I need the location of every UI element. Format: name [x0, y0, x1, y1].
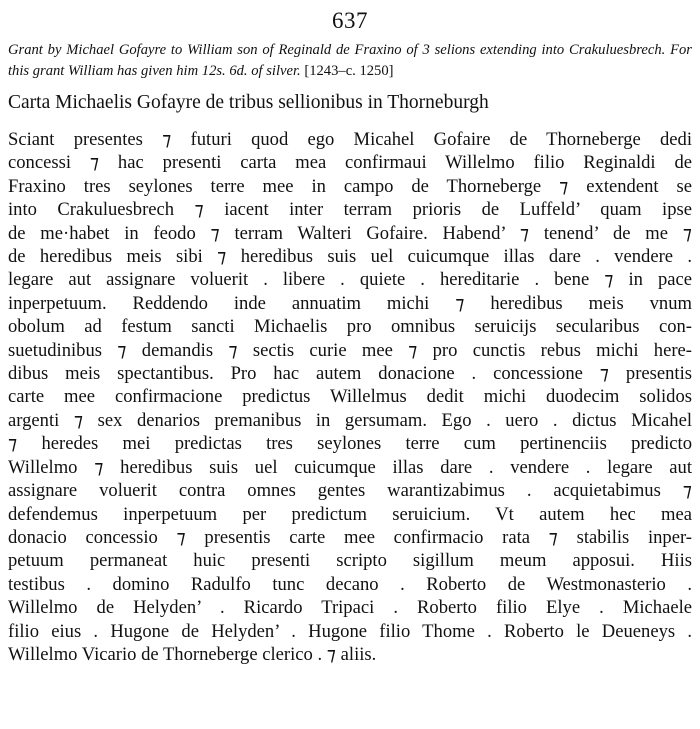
charter-line: testibus . domino Radulfo tunc decano . Roberto de Westmonasterio .: [8, 573, 692, 595]
charter-line: Fraxino tres seylones terre mee in campo de Thorneberge ⁊ extendent se: [8, 175, 692, 197]
charter-line: defendemus inperpetuum per predictum seruicium. Vt autem hec mea: [8, 503, 692, 525]
charter-line: Willelmo Vicario de Thorneberge clerico . ⁊ aliis.: [8, 643, 377, 665]
summary-text: Grant by Michael Gofayre to William son of Reginald de Fraxino of 3 selions extending into Crakuluesbrech. For this grant William has given him 12s. 6d. of silver.: [8, 42, 692, 79]
page-number: 637: [332, 8, 368, 33]
charter-line: dibus meis spectantibus. Pro hac autem donacione . concessione ⁊ presentis: [8, 363, 692, 385]
charter-date: [1243–c. 1250]: [304, 63, 394, 79]
charter-text: [8, 128, 692, 666]
charter-line: Willelmo ⁊ heredibus suis uel cuicumque illas dare . vendere . legare aut: [8, 456, 692, 478]
charter-line: filio eius . Hugone de Helyden’ . Hugone filio Thome . Roberto le Deueneys .: [8, 620, 692, 642]
charter-line: concessi ⁊ hac presenti carta mea confirmaui Willelmo filio Reginaldi de: [8, 152, 692, 174]
charter-line: assignare voluerit contra omnes gentes warantizabimus . acquietabimus ⁊: [8, 480, 692, 502]
charter-line: argenti ⁊ sex denarios premanibus in gersumam. Ego . uero . dictus Micahel: [8, 409, 692, 431]
charter-line: carte mee confirmacione predictus Willelmus dedit michi duodecim solidos: [8, 386, 692, 408]
charter-line: legare aut assignare voluerit . libere . quiete . hereditarie . bene ⁊ in pace: [8, 269, 692, 291]
charter-line: Sciant presentes ⁊ futuri quod ego Micahel Gofaire de Thorneberge dedi: [8, 129, 692, 150]
charter-line: de me·habet in feodo ⁊ terram Walteri Gofaire. Habend’ ⁊ tenend’ de me ⁊: [8, 222, 692, 244]
charter-summary: [8, 40, 692, 82]
charter-rubric: Carta Michaelis Gofayre de tribus sellionibus in Thorneburgh: [8, 92, 489, 113]
charter-line: de heredibus meis sibi ⁊ heredibus suis uel cuicumque illas dare . vendere .: [8, 246, 692, 268]
charter-line: ⁊ heredes mei predictas tres seylones terre cum pertinenciis predicto: [8, 433, 692, 455]
charter-line: donacio concessio ⁊ presentis carte mee confirmacio rata ⁊ stabilis inper-: [8, 526, 692, 548]
charter-line: into Crakuluesbrech ⁊ iacent inter terram prioris de Luffeld’ quam ipse: [8, 199, 692, 221]
charter-line: obolum ad festum sancti Michaelis pro omnibus seruicijs secularibus con-: [8, 316, 692, 338]
charter-line: suetudinibus ⁊ demandis ⁊ sectis curie mee ⁊ pro cunctis rebus michi here-: [8, 339, 692, 361]
charter-line: Willelmo de Helyden’ . Ricardo Tripaci . Roberto filio Elye . Michaele: [8, 597, 692, 619]
charter-line: inperpetuum. Reddendo inde annuatim michi ⁊ heredibus meis vnum: [8, 292, 692, 314]
charter-line: petuum permaneat huic presenti scripto sigillum meum apposui. Hiis: [8, 550, 692, 572]
